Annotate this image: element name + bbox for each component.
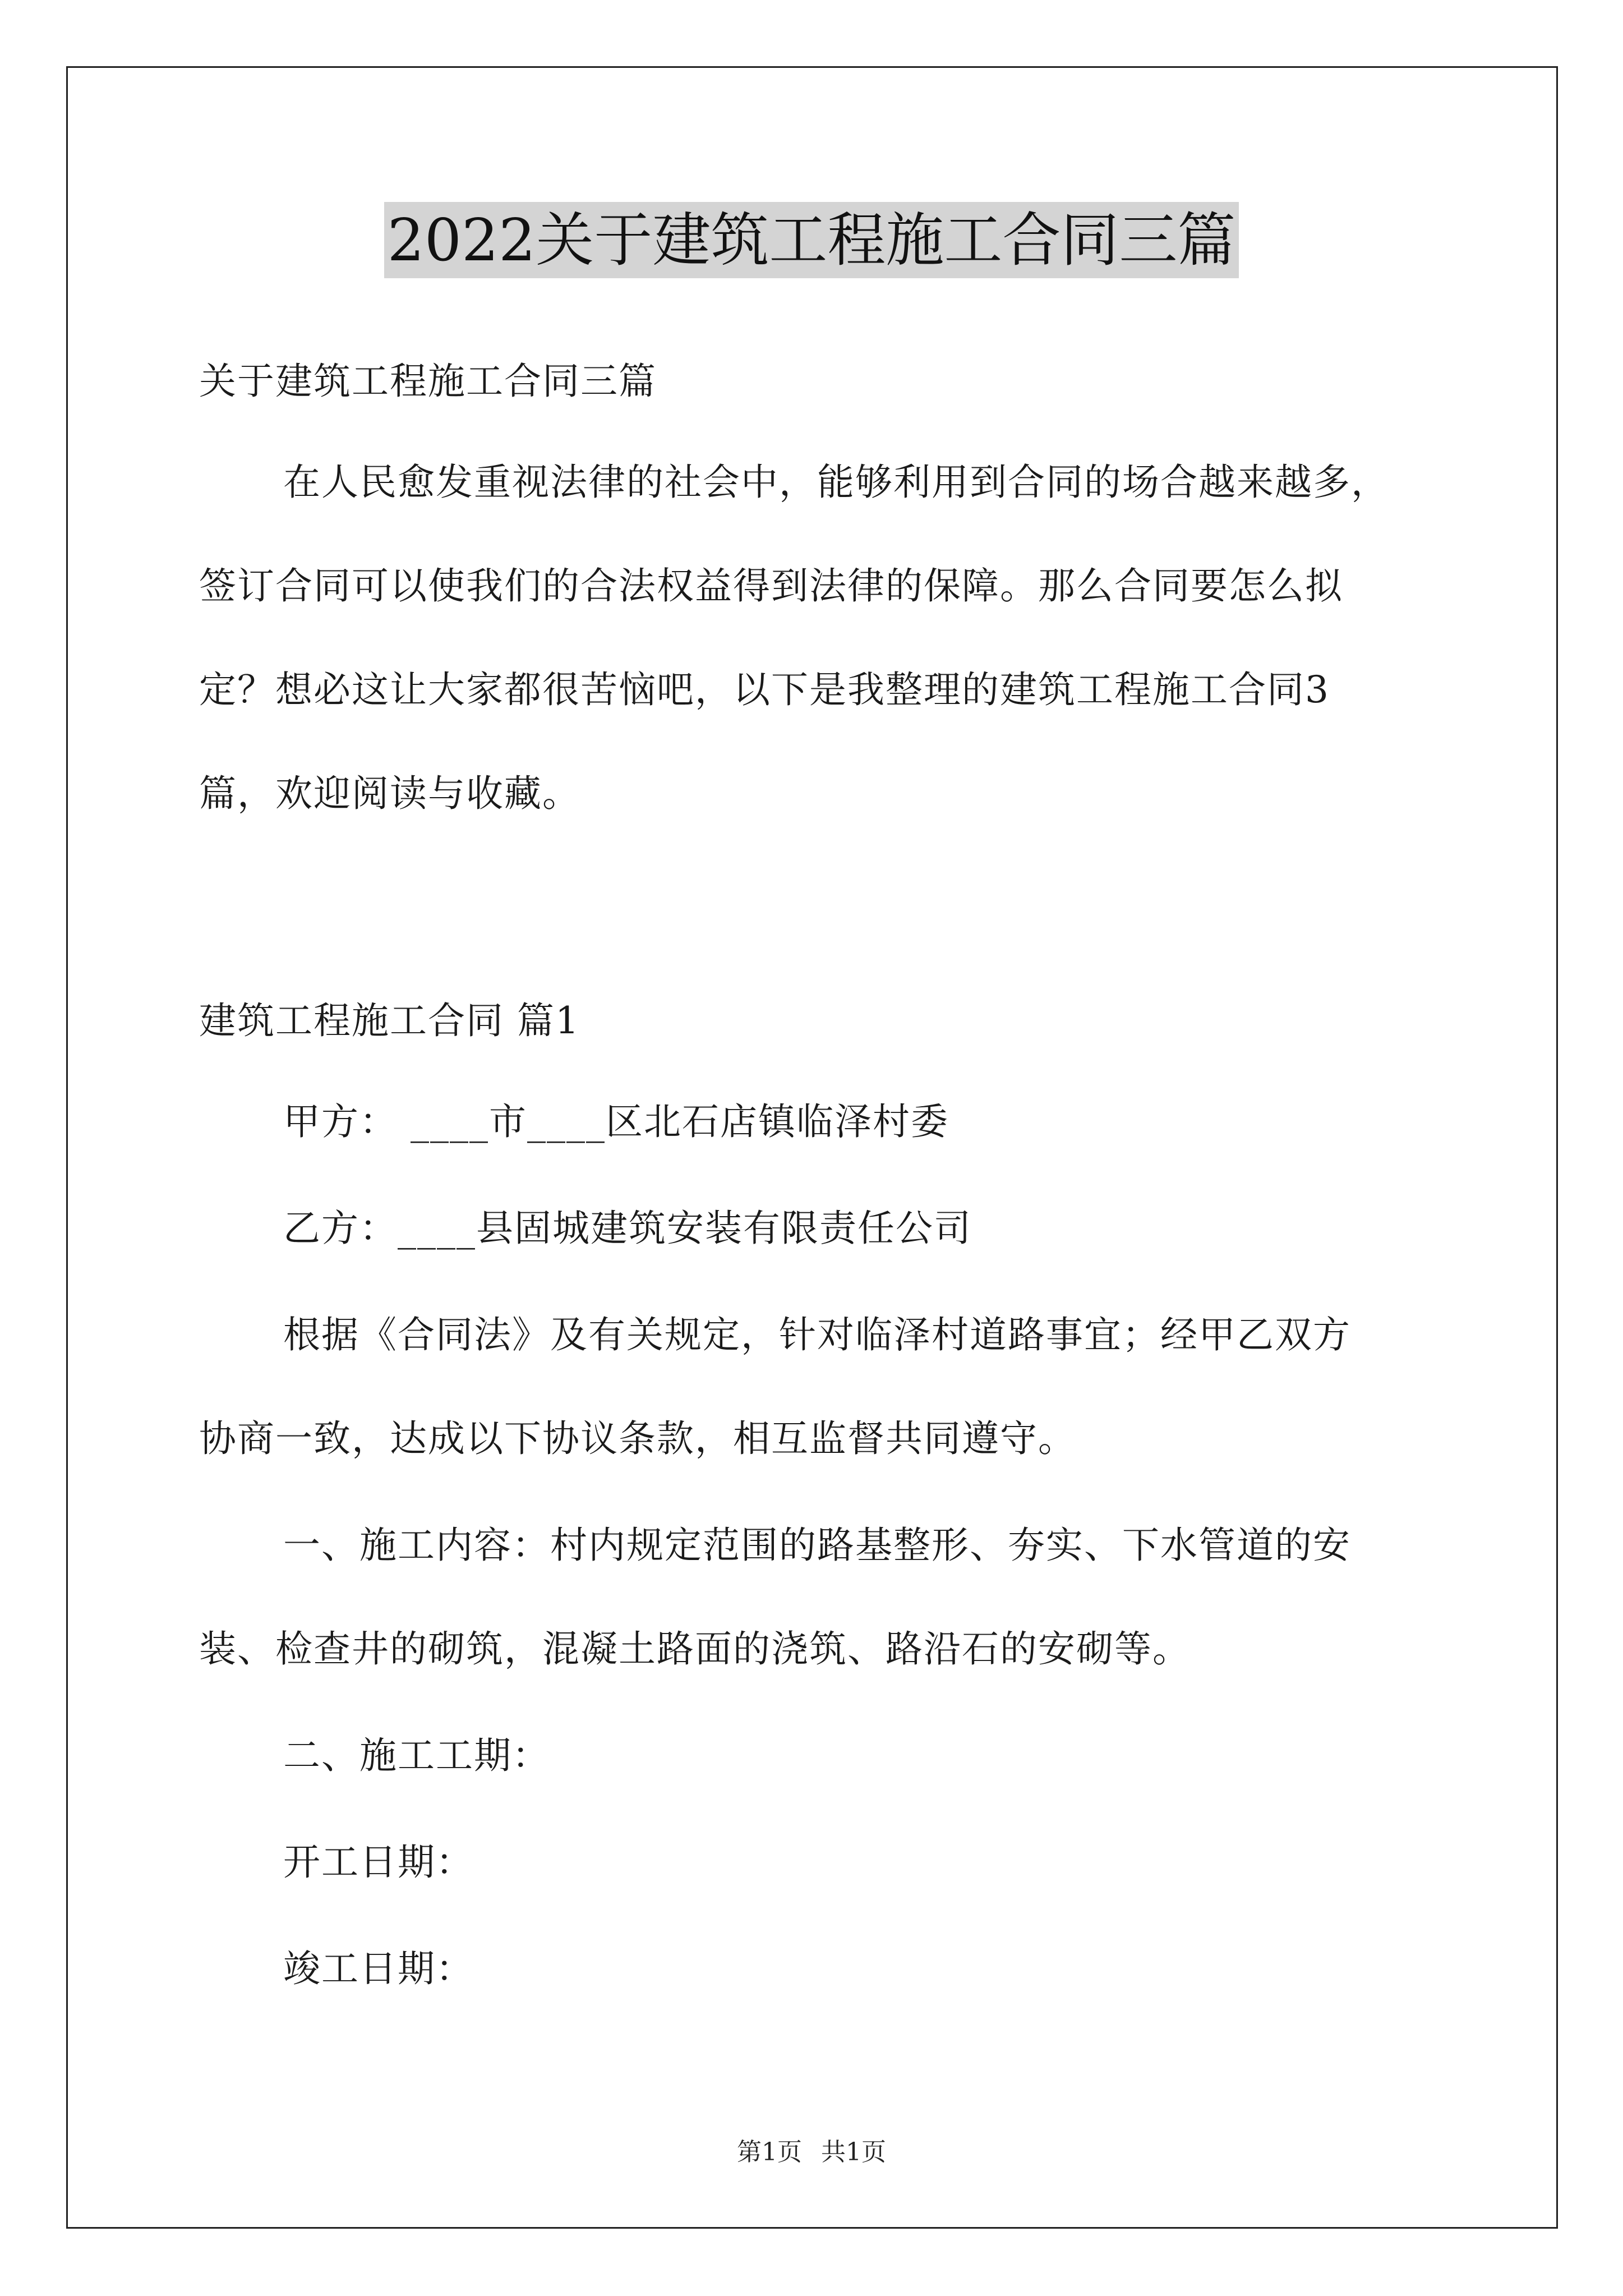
party-a: 甲方： ____市____区北石店镇临泽村委 bbox=[283, 1100, 949, 1143]
party-b: 乙方：____县固城建筑安装有限责任公司 bbox=[283, 1207, 972, 1250]
document-title: 2022关于建筑工程施工合同三篇 bbox=[384, 202, 1239, 278]
basis-line-1: 根据《合同法》及有关规定，针对临泽村道路事宜；经甲乙双方 bbox=[283, 1313, 1351, 1356]
clause2-heading: 二、施工工期： bbox=[283, 1734, 550, 1777]
title-container bbox=[0, 202, 1623, 278]
clause1-line-1: 一、施工内容：村内规定范围的路基整形、夯实、下水管道的安 bbox=[283, 1524, 1351, 1567]
intro-line-2: 签订合同可以使我们的合法权益得到法律的保障。那么合同要怎么拟 bbox=[199, 564, 1343, 608]
page-number: 第1页 bbox=[737, 2138, 802, 2166]
section-heading: 建筑工程施工合同 篇1 bbox=[199, 999, 580, 1042]
subtitle: 关于建筑工程施工合同三篇 bbox=[199, 360, 657, 403]
intro-line-1: 在人民愈发重视法律的社会中，能够利用到合同的场合越来越多， bbox=[283, 461, 1389, 504]
page-footer bbox=[0, 2132, 1623, 2168]
start-date-label: 开工日期： bbox=[283, 1841, 474, 1884]
end-date-label: 竣工日期： bbox=[283, 1947, 474, 1990]
clause1-line-2: 装、检查井的砌筑，混凝土路面的浇筑、路沿石的安砌等。 bbox=[199, 1627, 1191, 1671]
intro-line-3: 定？想必这让大家都很苦恼吧，以下是我整理的建筑工程施工合同3 bbox=[199, 668, 1330, 711]
intro-line-4: 篇，欢迎阅读与收藏。 bbox=[199, 772, 580, 815]
page-total: 共1页 bbox=[821, 2138, 886, 2166]
basis-line-2: 协商一致，达成以下协议条款，相互监督共同遵守。 bbox=[199, 1417, 1076, 1460]
